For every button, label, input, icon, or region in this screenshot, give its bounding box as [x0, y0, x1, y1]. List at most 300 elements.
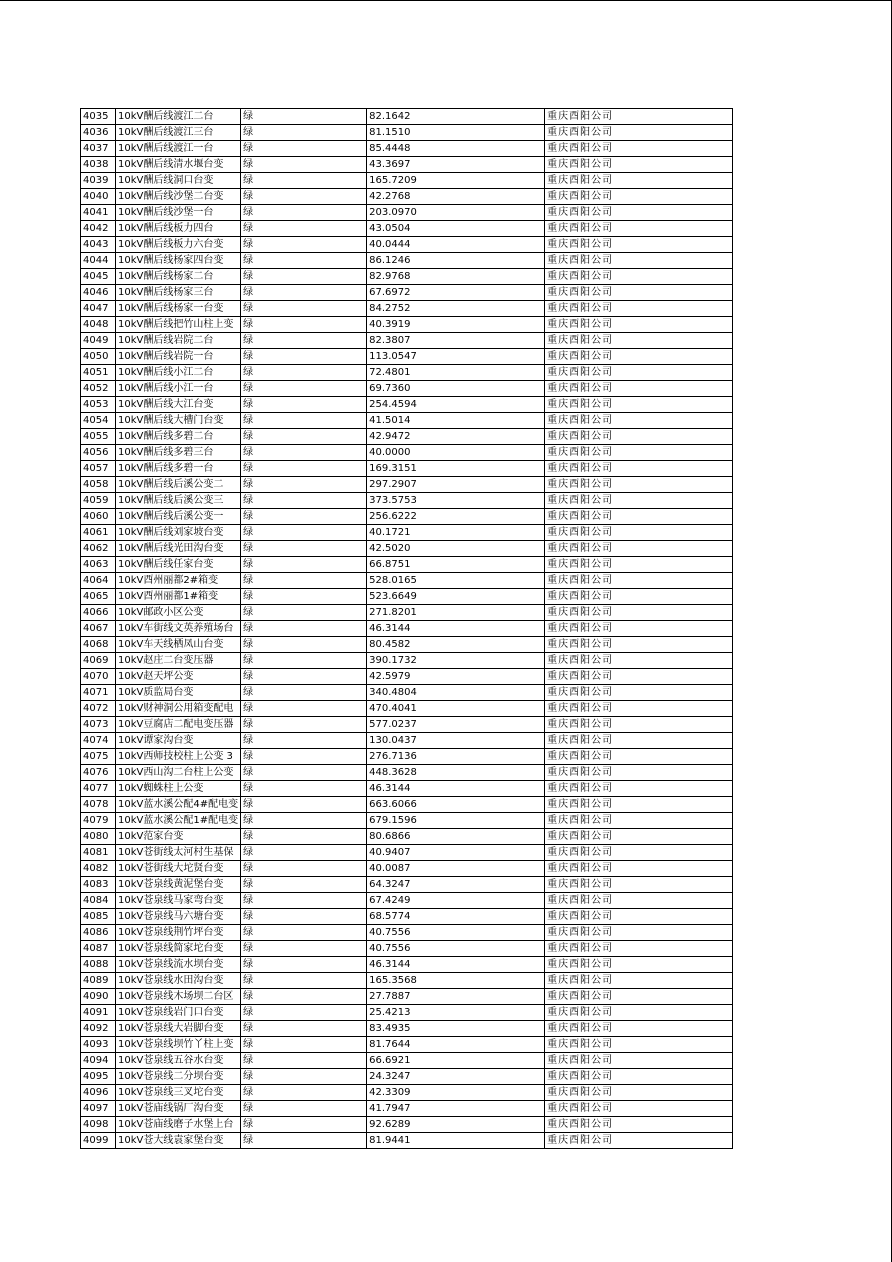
table-row: [81, 1117, 733, 1133]
row-id-cell: 4049: [81, 333, 116, 349]
status-color-cell: 绿: [241, 957, 367, 973]
company-cell: 重庆酉阳公司: [545, 237, 733, 253]
table-row: [81, 653, 733, 669]
row-id-cell: 4037: [81, 141, 116, 157]
table-row: [81, 413, 733, 429]
row-id-cell: 4039: [81, 173, 116, 189]
value-cell: 679.1596: [367, 813, 545, 829]
table-row: [81, 493, 733, 509]
row-id-cell: 4052: [81, 381, 116, 397]
transformer-name-cell: 10kV酬后线岩院二台: [116, 333, 241, 349]
row-id-cell: 4099: [81, 1133, 116, 1149]
value-cell: 82.9768: [367, 269, 545, 285]
status-color-cell: 绿: [241, 301, 367, 317]
table-row: [81, 509, 733, 525]
page-top-border: [0, 0, 892, 1]
value-cell: 27.7887: [367, 989, 545, 1005]
transformer-name-cell: 10kV苍泉线木场坝二台区: [116, 989, 241, 1005]
value-cell: 577.0237: [367, 717, 545, 733]
status-color-cell: 绿: [241, 1053, 367, 1069]
status-color-cell: 绿: [241, 349, 367, 365]
table-row: [81, 589, 733, 605]
row-id-cell: 4086: [81, 925, 116, 941]
status-color-cell: 绿: [241, 269, 367, 285]
company-cell: 重庆酉阳公司: [545, 253, 733, 269]
company-cell: 重庆酉阳公司: [545, 525, 733, 541]
value-cell: 85.4448: [367, 141, 545, 157]
company-cell: 重庆酉阳公司: [545, 365, 733, 381]
table-row: [81, 141, 733, 157]
row-id-cell: 4044: [81, 253, 116, 269]
table-row: [81, 301, 733, 317]
status-color-cell: 绿: [241, 1021, 367, 1037]
table-row: [81, 333, 733, 349]
value-cell: 40.1721: [367, 525, 545, 541]
transformer-name-cell: 10kV苍泉线荆竹坪台变: [116, 925, 241, 941]
company-cell: 重庆酉阳公司: [545, 845, 733, 861]
row-id-cell: 4041: [81, 205, 116, 221]
transformer-name-cell: 10kV酬后线后溪公变一: [116, 509, 241, 525]
transformer-name-cell: 10kV西师技校柱上公变 3: [116, 749, 241, 765]
value-cell: 83.4935: [367, 1021, 545, 1037]
value-cell: 203.0970: [367, 205, 545, 221]
table-row: [81, 845, 733, 861]
value-cell: 42.5979: [367, 669, 545, 685]
transformer-name-cell: 10kV蓝水溪公配4#配电变: [116, 797, 241, 813]
value-cell: 46.3144: [367, 781, 545, 797]
status-color-cell: 绿: [241, 877, 367, 893]
company-cell: 重庆酉阳公司: [545, 381, 733, 397]
table-row: [81, 557, 733, 573]
company-cell: 重庆酉阳公司: [545, 333, 733, 349]
status-color-cell: 绿: [241, 445, 367, 461]
row-id-cell: 4075: [81, 749, 116, 765]
transformer-name-cell: 10kV酬后线大槽门台变: [116, 413, 241, 429]
row-id-cell: 4068: [81, 637, 116, 653]
row-id-cell: 4071: [81, 685, 116, 701]
row-id-cell: 4069: [81, 653, 116, 669]
transformer-name-cell: 10kV酬后线多碧二台: [116, 429, 241, 445]
table-row: [81, 125, 733, 141]
transformer-name-cell: 10kV赵庄二台变压器: [116, 653, 241, 669]
status-color-cell: 绿: [241, 333, 367, 349]
row-id-cell: 4096: [81, 1085, 116, 1101]
table-row: [81, 861, 733, 877]
value-cell: 46.3144: [367, 957, 545, 973]
status-color-cell: 绿: [241, 477, 367, 493]
table-row: [81, 1037, 733, 1053]
table-row: [81, 349, 733, 365]
status-color-cell: 绿: [241, 1133, 367, 1149]
row-id-cell: 4095: [81, 1069, 116, 1085]
status-color-cell: 绿: [241, 925, 367, 941]
company-cell: 重庆酉阳公司: [545, 717, 733, 733]
company-cell: 重庆酉阳公司: [545, 669, 733, 685]
company-cell: 重庆酉阳公司: [545, 221, 733, 237]
row-id-cell: 4064: [81, 573, 116, 589]
status-color-cell: 绿: [241, 189, 367, 205]
table-row: [81, 1069, 733, 1085]
value-cell: 66.6921: [367, 1053, 545, 1069]
company-cell: 重庆酉阳公司: [545, 445, 733, 461]
transformer-name-cell: 10kV财神洞公用箱变配电: [116, 701, 241, 717]
transformer-name-cell: 10kV酬后线清水堰台变: [116, 157, 241, 173]
value-cell: 42.2768: [367, 189, 545, 205]
row-id-cell: 4089: [81, 973, 116, 989]
value-cell: 40.0000: [367, 445, 545, 461]
status-color-cell: 绿: [241, 285, 367, 301]
status-color-cell: 绿: [241, 909, 367, 925]
row-id-cell: 4070: [81, 669, 116, 685]
row-id-cell: 4067: [81, 621, 116, 637]
transformer-name-cell: 10kV邮政小区公变: [116, 605, 241, 621]
row-id-cell: 4097: [81, 1101, 116, 1117]
table-row: [81, 397, 733, 413]
row-id-cell: 4054: [81, 413, 116, 429]
transformer-name-cell: 10kV酬后线后溪公变二: [116, 477, 241, 493]
table-row: [81, 525, 733, 541]
table-row: [81, 621, 733, 637]
company-cell: 重庆酉阳公司: [545, 1005, 733, 1021]
table-row: [81, 925, 733, 941]
company-cell: 重庆酉阳公司: [545, 941, 733, 957]
company-cell: 重庆酉阳公司: [545, 125, 733, 141]
transformer-name-cell: 10kV豆腐店二配电变压器: [116, 717, 241, 733]
table-row: [81, 717, 733, 733]
transformer-name-cell: 10kV蓝水溪公配1#配电变: [116, 813, 241, 829]
transformer-name-cell: 10kV酬后线杨家二台: [116, 269, 241, 285]
transformer-name-cell: 10kV苍泉线坝竹丫柱上变: [116, 1037, 241, 1053]
company-cell: 重庆酉阳公司: [545, 269, 733, 285]
row-id-cell: 4047: [81, 301, 116, 317]
company-cell: 重庆酉阳公司: [545, 477, 733, 493]
table-row: [81, 957, 733, 973]
value-cell: 41.5014: [367, 413, 545, 429]
status-color-cell: 绿: [241, 829, 367, 845]
value-cell: 276.7136: [367, 749, 545, 765]
table-row: [81, 445, 733, 461]
status-color-cell: 绿: [241, 797, 367, 813]
table-row: [81, 829, 733, 845]
row-id-cell: 4078: [81, 797, 116, 813]
company-cell: 重庆酉阳公司: [545, 1053, 733, 1069]
status-color-cell: 绿: [241, 717, 367, 733]
row-id-cell: 4092: [81, 1021, 116, 1037]
value-cell: 43.3697: [367, 157, 545, 173]
status-color-cell: 绿: [241, 205, 367, 221]
status-color-cell: 绿: [241, 685, 367, 701]
value-cell: 40.0087: [367, 861, 545, 877]
row-id-cell: 4094: [81, 1053, 116, 1069]
status-color-cell: 绿: [241, 253, 367, 269]
table-row: [81, 541, 733, 557]
status-color-cell: 绿: [241, 653, 367, 669]
row-id-cell: 4084: [81, 893, 116, 909]
table-row: [81, 461, 733, 477]
company-cell: 重庆酉阳公司: [545, 973, 733, 989]
table-row: [81, 573, 733, 589]
transformer-name-cell: 10kV车天线栖凤山台变: [116, 637, 241, 653]
company-cell: 重庆酉阳公司: [545, 877, 733, 893]
table-row: [81, 1053, 733, 1069]
company-cell: 重庆酉阳公司: [545, 701, 733, 717]
table-row: [81, 237, 733, 253]
table-row: [81, 733, 733, 749]
status-color-cell: 绿: [241, 541, 367, 557]
transformer-name-cell: 10kV苍泉线马六塘台变: [116, 909, 241, 925]
row-id-cell: 4055: [81, 429, 116, 445]
value-cell: 130.0437: [367, 733, 545, 749]
transformer-name-cell: 10kV酬后线光田沟台变: [116, 541, 241, 557]
company-cell: 重庆酉阳公司: [545, 781, 733, 797]
company-cell: 重庆酉阳公司: [545, 429, 733, 445]
value-cell: 113.0547: [367, 349, 545, 365]
transformer-name-cell: 10kV酬后线小江二台: [116, 365, 241, 381]
status-color-cell: 绿: [241, 157, 367, 173]
row-id-cell: 4051: [81, 365, 116, 381]
row-id-cell: 4057: [81, 461, 116, 477]
table-row: [81, 1101, 733, 1117]
company-cell: 重庆酉阳公司: [545, 157, 733, 173]
transformer-name-cell: 10kV苍庙线磨子水堡上台: [116, 1117, 241, 1133]
value-cell: 25.4213: [367, 1005, 545, 1021]
status-color-cell: 绿: [241, 413, 367, 429]
table-row: [81, 269, 733, 285]
row-id-cell: 4074: [81, 733, 116, 749]
value-cell: 66.8751: [367, 557, 545, 573]
row-id-cell: 4065: [81, 589, 116, 605]
company-cell: 重庆酉阳公司: [545, 1133, 733, 1149]
value-cell: 80.6866: [367, 829, 545, 845]
transformer-name-cell: 10kV酬后线岩院一台: [116, 349, 241, 365]
table-row: [81, 781, 733, 797]
status-color-cell: 绿: [241, 237, 367, 253]
company-cell: 重庆酉阳公司: [545, 765, 733, 781]
table-row: [81, 109, 733, 125]
transformer-name-cell: 10kV苍泉线岩门口台变: [116, 1005, 241, 1021]
row-id-cell: 4042: [81, 221, 116, 237]
row-id-cell: 4060: [81, 509, 116, 525]
status-color-cell: 绿: [241, 893, 367, 909]
status-color-cell: 绿: [241, 125, 367, 141]
row-id-cell: 4079: [81, 813, 116, 829]
value-cell: 271.8201: [367, 605, 545, 621]
status-color-cell: 绿: [241, 765, 367, 781]
table-row: [81, 429, 733, 445]
row-id-cell: 4061: [81, 525, 116, 541]
value-cell: 24.3247: [367, 1069, 545, 1085]
row-id-cell: 4081: [81, 845, 116, 861]
transformer-name-cell: 10kV苍泉线流水坝台变: [116, 957, 241, 973]
company-cell: 重庆酉阳公司: [545, 109, 733, 125]
row-id-cell: 4050: [81, 349, 116, 365]
company-cell: 重庆酉阳公司: [545, 173, 733, 189]
status-color-cell: 绿: [241, 397, 367, 413]
table-row: [81, 797, 733, 813]
status-color-cell: 绿: [241, 173, 367, 189]
company-cell: 重庆酉阳公司: [545, 621, 733, 637]
value-cell: 297.2907: [367, 477, 545, 493]
status-color-cell: 绿: [241, 749, 367, 765]
value-cell: 40.7556: [367, 941, 545, 957]
transformer-name-cell: 10kV车街线文英养殖场台: [116, 621, 241, 637]
value-cell: 373.5753: [367, 493, 545, 509]
status-color-cell: 绿: [241, 1037, 367, 1053]
table-row: [81, 253, 733, 269]
value-cell: 165.3568: [367, 973, 545, 989]
status-color-cell: 绿: [241, 221, 367, 237]
company-cell: 重庆酉阳公司: [545, 797, 733, 813]
status-color-cell: 绿: [241, 141, 367, 157]
row-id-cell: 4083: [81, 877, 116, 893]
row-id-cell: 4063: [81, 557, 116, 573]
company-cell: 重庆酉阳公司: [545, 285, 733, 301]
row-id-cell: 4090: [81, 989, 116, 1005]
transformer-name-cell: 10kV酬后线小江一台: [116, 381, 241, 397]
company-cell: 重庆酉阳公司: [545, 653, 733, 669]
row-id-cell: 4038: [81, 157, 116, 173]
row-id-cell: 4091: [81, 1005, 116, 1021]
status-color-cell: 绿: [241, 493, 367, 509]
status-color-cell: 绿: [241, 573, 367, 589]
table-row: [81, 989, 733, 1005]
status-color-cell: 绿: [241, 973, 367, 989]
status-color-cell: 绿: [241, 461, 367, 477]
company-cell: 重庆酉阳公司: [545, 813, 733, 829]
table-row: [81, 973, 733, 989]
transformer-name-cell: 10kV酬后线板力六台变: [116, 237, 241, 253]
status-color-cell: 绿: [241, 669, 367, 685]
table-row: [81, 285, 733, 301]
company-cell: 重庆酉阳公司: [545, 349, 733, 365]
value-cell: 81.1510: [367, 125, 545, 141]
status-color-cell: 绿: [241, 509, 367, 525]
row-id-cell: 4059: [81, 493, 116, 509]
transformer-name-cell: 10kV酉州丽都2#箱变: [116, 573, 241, 589]
transformer-name-cell: 10kV苍泉线简家坨台变: [116, 941, 241, 957]
table-row: [81, 221, 733, 237]
status-color-cell: 绿: [241, 1005, 367, 1021]
row-id-cell: 4085: [81, 909, 116, 925]
table-row: [81, 685, 733, 701]
transformer-name-cell: 10kV酬后线渡江一台: [116, 141, 241, 157]
value-cell: 165.7209: [367, 173, 545, 189]
row-id-cell: 4073: [81, 717, 116, 733]
value-cell: 46.3144: [367, 621, 545, 637]
transformer-name-cell: 10kV酬后线板力四台: [116, 221, 241, 237]
status-color-cell: 绿: [241, 589, 367, 605]
row-id-cell: 4045: [81, 269, 116, 285]
value-cell: 42.5020: [367, 541, 545, 557]
value-cell: 528.0165: [367, 573, 545, 589]
value-cell: 86.1246: [367, 253, 545, 269]
value-cell: 40.0444: [367, 237, 545, 253]
status-color-cell: 绿: [241, 637, 367, 653]
row-id-cell: 4062: [81, 541, 116, 557]
company-cell: 重庆酉阳公司: [545, 957, 733, 973]
value-cell: 663.6066: [367, 797, 545, 813]
transformer-name-cell: 10kV苍泉线水田沟台变: [116, 973, 241, 989]
company-cell: 重庆酉阳公司: [545, 413, 733, 429]
status-color-cell: 绿: [241, 1085, 367, 1101]
table-row: [81, 381, 733, 397]
table-row: [81, 605, 733, 621]
status-color-cell: 绿: [241, 109, 367, 125]
row-id-cell: 4076: [81, 765, 116, 781]
status-color-cell: 绿: [241, 733, 367, 749]
value-cell: 82.1642: [367, 109, 545, 125]
transformer-name-cell: 10kV酬后线杨家四台变: [116, 253, 241, 269]
value-cell: 256.6222: [367, 509, 545, 525]
company-cell: 重庆酉阳公司: [545, 557, 733, 573]
company-cell: 重庆酉阳公司: [545, 1021, 733, 1037]
row-id-cell: 4056: [81, 445, 116, 461]
table-row: [81, 317, 733, 333]
table-row: [81, 909, 733, 925]
transformer-name-cell: 10kV酬后线渡江三台: [116, 125, 241, 141]
company-cell: 重庆酉阳公司: [545, 573, 733, 589]
row-id-cell: 4053: [81, 397, 116, 413]
company-cell: 重庆酉阳公司: [545, 317, 733, 333]
company-cell: 重庆酉阳公司: [545, 1069, 733, 1085]
value-cell: 80.4582: [367, 637, 545, 653]
value-cell: 523.6649: [367, 589, 545, 605]
transformer-name-cell: 10kV酬后线多碧一台: [116, 461, 241, 477]
value-cell: 64.3247: [367, 877, 545, 893]
company-cell: 重庆酉阳公司: [545, 1037, 733, 1053]
transformer-name-cell: 10kV西山沟二台柱上公变: [116, 765, 241, 781]
transformer-name-cell: 10kV苍泉线五谷水台变: [116, 1053, 241, 1069]
company-cell: 重庆酉阳公司: [545, 925, 733, 941]
value-cell: 254.4594: [367, 397, 545, 413]
transformer-name-cell: 10kV苍大线袁家堡台变: [116, 1133, 241, 1149]
value-cell: 41.7947: [367, 1101, 545, 1117]
row-id-cell: 4043: [81, 237, 116, 253]
value-cell: 67.6972: [367, 285, 545, 301]
table-row: [81, 765, 733, 781]
table-row: [81, 189, 733, 205]
status-color-cell: 绿: [241, 861, 367, 877]
value-cell: 81.9441: [367, 1133, 545, 1149]
table-row: [81, 669, 733, 685]
transformer-name-cell: 10kV苍泉线黄泥堡台变: [116, 877, 241, 893]
status-color-cell: 绿: [241, 429, 367, 445]
status-color-cell: 绿: [241, 365, 367, 381]
transformer-name-cell: 10kV苍泉线马家弯台变: [116, 893, 241, 909]
transformer-name-cell: 10kV酬后线沙堡一台: [116, 205, 241, 221]
company-cell: 重庆酉阳公司: [545, 749, 733, 765]
status-color-cell: 绿: [241, 557, 367, 573]
table-row: [81, 941, 733, 957]
company-cell: 重庆酉阳公司: [545, 461, 733, 477]
value-cell: 92.6289: [367, 1117, 545, 1133]
company-cell: 重庆酉阳公司: [545, 301, 733, 317]
transformer-name-cell: 10kV谭家沟台变: [116, 733, 241, 749]
transformer-name-cell: 10kV酉州丽都1#箱变: [116, 589, 241, 605]
status-color-cell: 绿: [241, 1069, 367, 1085]
status-color-cell: 绿: [241, 605, 367, 621]
transformer-name-cell: 10kV酬后线渡江二台: [116, 109, 241, 125]
table-row: [81, 749, 733, 765]
value-cell: 42.3309: [367, 1085, 545, 1101]
company-cell: 重庆酉阳公司: [545, 989, 733, 1005]
value-cell: 448.3628: [367, 765, 545, 781]
transformer-name-cell: 10kV蜘蛛柱上公变: [116, 781, 241, 797]
company-cell: 重庆酉阳公司: [545, 205, 733, 221]
row-id-cell: 4058: [81, 477, 116, 493]
transformer-name-cell: 10kV苍庙线锅厂沟台变: [116, 1101, 241, 1117]
value-cell: 470.4041: [367, 701, 545, 717]
